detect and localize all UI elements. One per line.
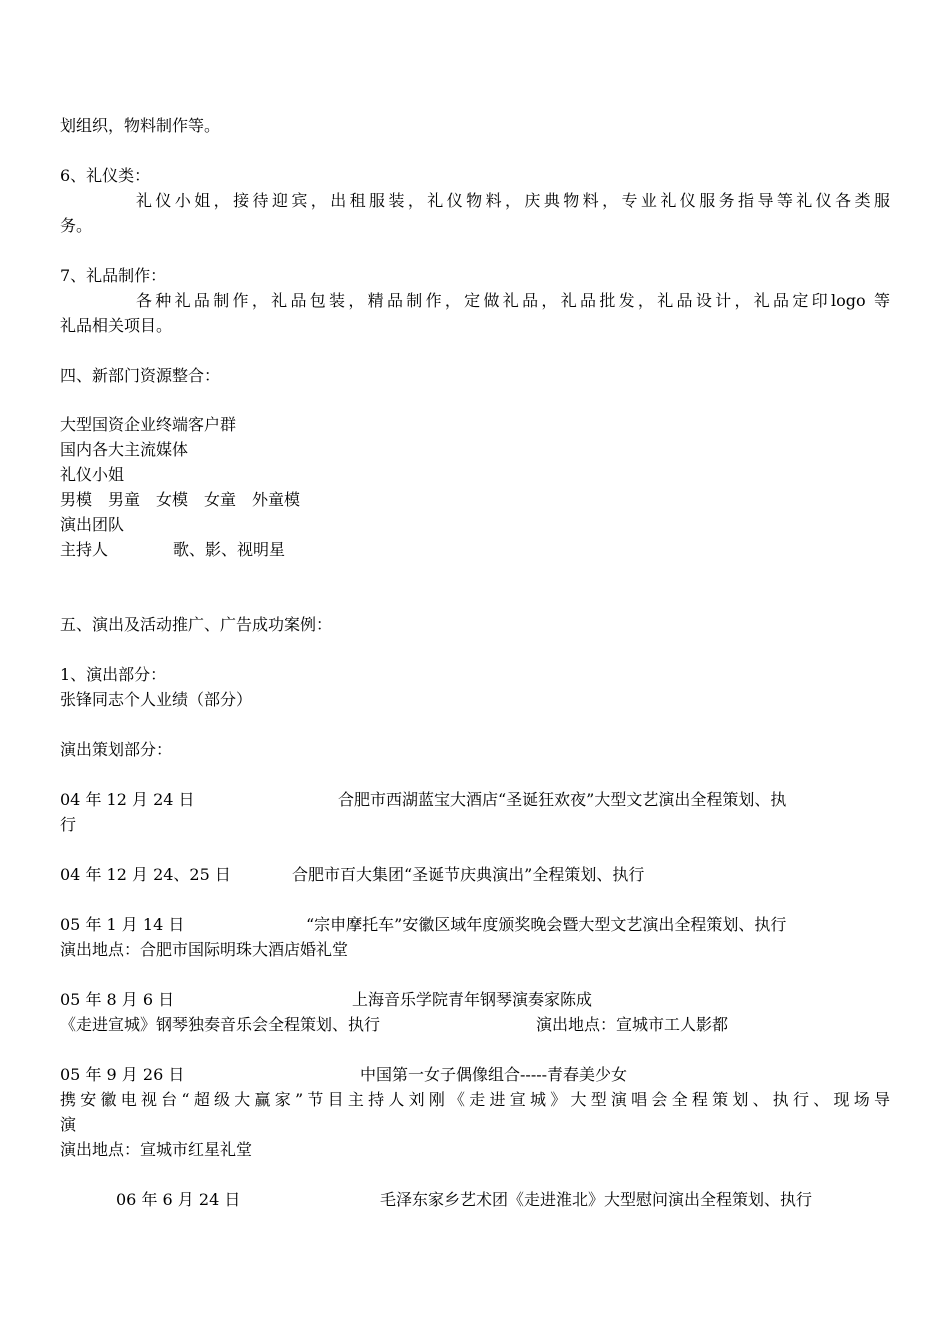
event-description: 毛泽东家乡艺术团《走进淮北》大型慰问演出全程策划、执行 xyxy=(380,1190,813,1209)
resource-item: 国内各大主流媒体 xyxy=(60,440,189,459)
event-continuation: 演 xyxy=(60,1115,77,1134)
host-line xyxy=(60,537,460,562)
event-entry xyxy=(60,1062,890,1087)
event-continuation: 《走进宣城》钢琴独奏音乐会全程策划、执行 xyxy=(60,1015,381,1034)
event-date: 05 年 8 月 6 日 xyxy=(60,990,175,1009)
event-continuation-line xyxy=(60,1012,890,1037)
resource-item: 礼仪小姐 xyxy=(60,465,125,484)
event-description: 中国第一女子偶像组合-----青春美少女 xyxy=(360,1065,628,1084)
resource-item: 男模 男童 女模 女童 外童模 xyxy=(60,490,301,509)
section-7-body-line-1: 各种礼品制作，礼品包装，精品制作，定做礼品，礼品批发，礼品设计，礼品定印logo 等 xyxy=(136,291,890,310)
sub-heading-performance: 1、演出部分： xyxy=(60,665,167,684)
event-description: 合肥市西湖蓝宝大酒店“圣诞狂欢夜”大型文艺演出全程策划、执 xyxy=(338,790,787,809)
resource-item: 大型国资企业终端客户群 xyxy=(60,415,237,434)
event-description: “宗申摩托车”安徽区域年度颁奖晚会暨大型文艺演出全程策划、执行 xyxy=(306,915,787,934)
event-date: 05 年 9 月 26 日 xyxy=(60,1065,185,1084)
event-description: 合肥市百大集团“圣诞节庆典演出”全程策划、执行 xyxy=(292,865,645,884)
host-value: 歌、影、视明星 xyxy=(173,540,286,559)
section-7-heading: 7、礼品制作： xyxy=(60,266,167,285)
resource-item: 演出团队 xyxy=(60,515,125,534)
part-4-heading: 四、新部门资源整合： xyxy=(60,366,221,385)
section-6-body-line-2: 务。 xyxy=(60,216,93,235)
event-date: 06 年 6 月 24 日 xyxy=(116,1190,241,1209)
event-continuation: 行 xyxy=(60,815,77,834)
planning-heading: 演出策划部分： xyxy=(60,740,173,759)
section-6-body-line-1: 礼仪小姐，接待迎宾，出租服装，礼仪物料，庆典物料，专业礼仪服务指导等礼仪各类服 xyxy=(136,191,890,210)
event-continuation: 携安徽电视台“超级大赢家”节目主持人刘刚《走进宣城》大型演唱会全程策划、执行、现场导 xyxy=(60,1090,890,1109)
personal-record-title: 张锋同志个人业绩（部分） xyxy=(60,690,253,709)
event-description: 上海音乐学院青年钢琴演奏家陈成 xyxy=(352,990,593,1009)
event-date: 04 年 12 月 24、25 日 xyxy=(60,865,231,884)
event-entry xyxy=(60,987,890,1012)
event-entry xyxy=(60,862,890,887)
intro-tail-text: 划组织，物料制作等。 xyxy=(60,116,221,135)
event-venue: 演出地点：宣城市工人影都 xyxy=(536,1015,729,1034)
section-6-heading: 6、礼仪类： xyxy=(60,166,151,185)
part-5-heading: 五、演出及活动推广、广告成功案例： xyxy=(60,615,333,634)
event-entry xyxy=(60,912,890,937)
event-venue: 演出地点：宣城市红星礼堂 xyxy=(60,1140,253,1159)
event-entry xyxy=(60,787,890,812)
section-7-body-line-2: 礼品相关项目。 xyxy=(60,316,173,335)
host-label: 主持人 xyxy=(60,540,109,559)
event-entry xyxy=(116,1187,890,1212)
event-venue: 演出地点：合肥市国际明珠大酒店婚礼堂 xyxy=(60,940,349,959)
event-date: 05 年 1 月 14 日 xyxy=(60,915,185,934)
event-date: 04 年 12 月 24 日 xyxy=(60,790,195,809)
